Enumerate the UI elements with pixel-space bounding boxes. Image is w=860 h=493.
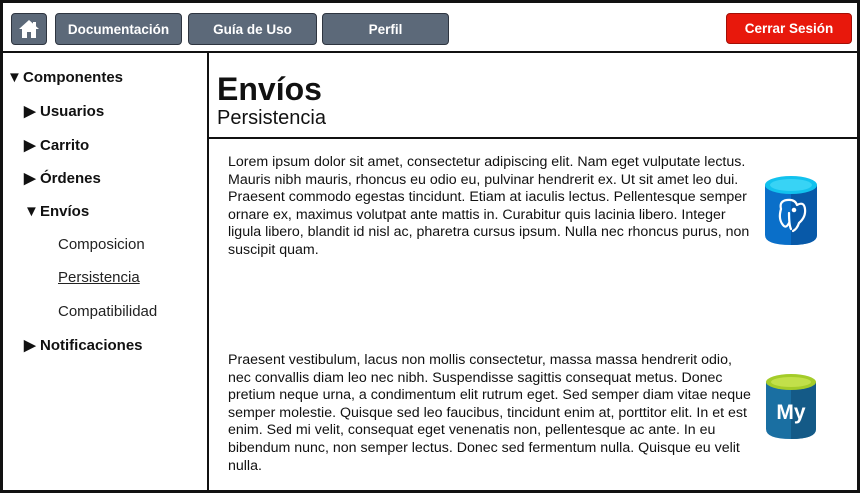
tree-node-label: Envíos bbox=[40, 203, 90, 220]
nav-button-guia-de-uso[interactable]: Guía de Uso bbox=[188, 13, 317, 45]
mysql-database-icon bbox=[763, 371, 819, 443]
tree-node-label: Componentes bbox=[23, 69, 124, 86]
tree-node-envios[interactable] bbox=[24, 203, 89, 220]
collapse-arrow-icon: ▶ bbox=[24, 337, 36, 354]
tree-node-usuarios[interactable] bbox=[24, 102, 104, 120]
logout-button[interactable]: Cerrar Sesión bbox=[726, 13, 852, 44]
page-subtitle: Persistencia bbox=[217, 107, 326, 129]
tree-node-label: Notificaciones bbox=[40, 337, 143, 354]
collapse-arrow-icon: ▶ bbox=[24, 137, 36, 154]
tree-leaf-persistencia[interactable]: Persistencia bbox=[58, 269, 140, 286]
section-paragraph: Praesent vestibulum, lacus non mollis consectetur, massa massa hendrerit odio, nec convallis diam leo nec nibh. Suspendisse sagittis consequat metus. Donec pretium neque urna, a condimentum elit rutrum eget. Sed semper diam vitae neque semper molestie. Quisque sed leo faucibus, tincidunt enim at, porttitor elit. In et est enim. Sed mi velit, consequat eget venenatis non, pellentesque ac ante. In eu bibendum nunc, non semper lectus. Donec sed fermentum nulla. Quisque eu velit nulla. bbox=[228, 352, 751, 474]
tree-node-ordenes[interactable] bbox=[24, 169, 101, 187]
tree-leaf-compatibilidad[interactable]: Compatibilidad bbox=[58, 303, 158, 320]
mysql-icon-label: My bbox=[776, 401, 806, 424]
section-paragraph: Lorem ipsum dolor sit amet, consectetur adipiscing elit. Nam eget vulputate lectus. Mauris nibh mauris, rhoncus eu odio eu, pulvinar hendrerit ex. Ut sit amet leo dui. Praesent commodo egestas tincidunt. Etiam at iaculis lectus. Pellentesque semper ornare ex, maximus volutpat ante mattis in. Curabitur quis lacinia libero. Integer ligula libero, blandit id nisl ac, pharetra cursus ipsum. Nulla nec rhoncus purus, non suscipit quam. bbox=[228, 154, 750, 258]
home-button[interactable] bbox=[11, 13, 47, 45]
title-divider bbox=[209, 137, 857, 139]
nav-button-perfil[interactable]: Perfil bbox=[322, 13, 449, 45]
tree-node-label: Usuarios bbox=[40, 103, 105, 120]
tree-node-notificaciones[interactable] bbox=[24, 336, 143, 354]
tree-node-componentes[interactable] bbox=[7, 69, 123, 86]
collapse-arrow-icon: ▶ bbox=[24, 103, 36, 120]
nav-button-documentacion[interactable]: Documentación bbox=[55, 13, 182, 45]
sidebar-tree bbox=[3, 53, 207, 493]
home-icon bbox=[18, 19, 40, 39]
top-bar bbox=[3, 3, 857, 51]
expand-arrow-icon: ▼ bbox=[7, 69, 22, 86]
main-content bbox=[209, 53, 857, 493]
collapse-arrow-icon: ▶ bbox=[24, 170, 36, 187]
expand-arrow-icon: ▼ bbox=[24, 203, 39, 220]
postgresql-database-icon bbox=[762, 173, 820, 249]
tree-node-label: Carrito bbox=[40, 137, 90, 154]
tree-leaf-composicion[interactable]: Composicion bbox=[58, 236, 145, 253]
page-title: Envíos bbox=[217, 71, 322, 107]
tree-node-carrito[interactable] bbox=[24, 136, 89, 154]
tree-node-label: Órdenes bbox=[40, 170, 101, 187]
